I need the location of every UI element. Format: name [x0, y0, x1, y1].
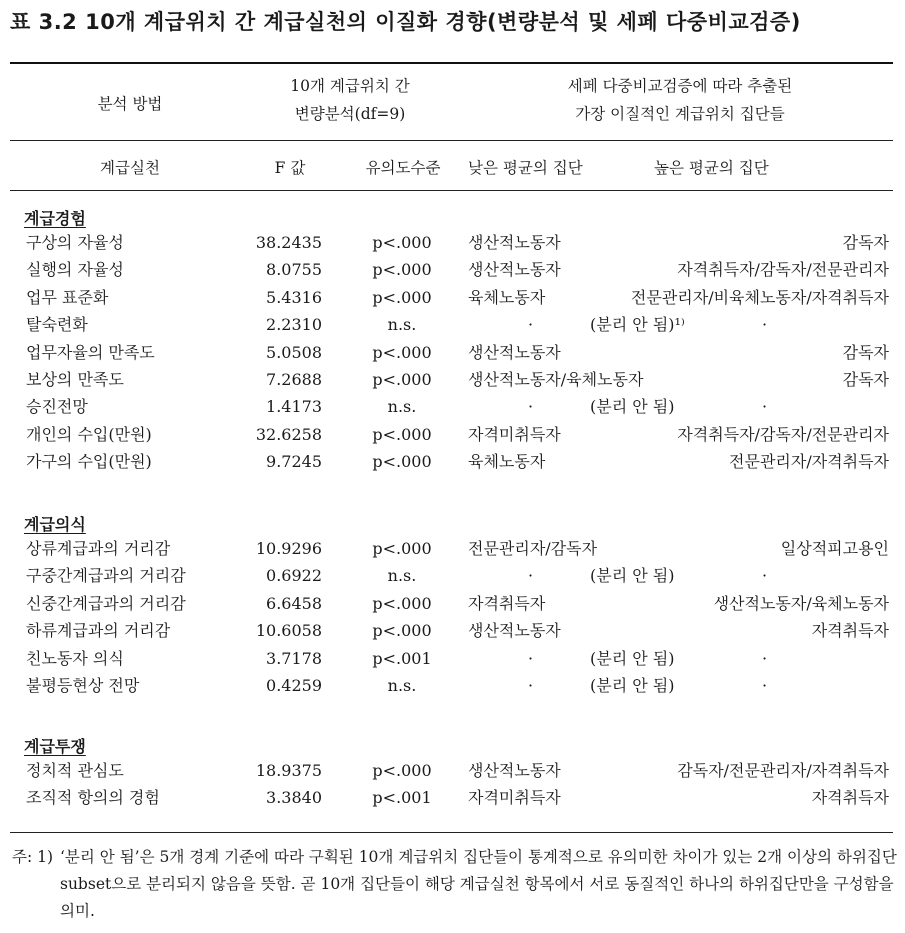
header-f-value: F 값: [274, 159, 306, 177]
high-mean-group: 전문관리자/비육체노동자/자격취득자: [630, 287, 889, 307]
placeholder-dot: ·: [528, 397, 534, 417]
header-anova-line2: 변량분석(df=9): [294, 105, 406, 123]
table-row: [0, 673, 905, 700]
placeholder-dot: ·: [762, 315, 768, 335]
footnote: [12, 844, 900, 925]
f-value: 9.7245: [266, 452, 322, 472]
practice-name: 신중간계급과의 거리감: [26, 593, 186, 613]
low-mean-group: 생산적노동자: [468, 260, 561, 280]
practice-name: 친노동자 의식: [26, 648, 124, 668]
practice-name: 업무자율의 만족도: [26, 342, 155, 362]
section-title: 계급경험: [24, 209, 86, 228]
header-scheffe-line1: 세페 다중비교검증에 따라 추출된: [567, 77, 793, 95]
table-row: [0, 646, 905, 673]
table-row: [0, 422, 905, 449]
placeholder-dot: ·: [528, 566, 534, 586]
high-mean-group: 감독자: [842, 233, 889, 252]
low-mean-group: 생산적노동자: [468, 761, 561, 780]
significance: p<.000: [372, 342, 432, 362]
significance: p<.000: [372, 621, 432, 641]
table-row: [0, 230, 905, 257]
f-value: 5.0508: [266, 342, 322, 362]
significance: p<.000: [372, 761, 432, 780]
placeholder-dot: ·: [762, 648, 768, 668]
not-separated-note: (분리 안 됨)¹⁾: [590, 315, 685, 335]
high-mean-group: 전문관리자/자격취득자: [729, 452, 889, 472]
high-mean-group: 감독자/전문관리자/자격취득자: [677, 761, 889, 780]
low-mean-group: 육체노동자: [468, 452, 546, 472]
high-mean-group: 감독자: [842, 370, 889, 389]
practice-name: 구상의 자율성: [26, 233, 124, 252]
table-row: [0, 449, 905, 476]
column-header-rule: [10, 190, 893, 191]
practice-name: 업무 표준화: [26, 287, 109, 307]
f-value: 8.0755: [266, 260, 322, 280]
significance: n.s.: [387, 566, 417, 586]
not-separated-note: (분리 안 됨): [590, 676, 675, 695]
practice-name: 개인의 수입(만원): [26, 424, 152, 444]
high-mean-group: 자격취득자/감독자/전문관리자: [677, 424, 889, 444]
high-mean-group: 일상적피고용인: [780, 539, 889, 558]
low-mean-group: 생산적노동자: [468, 342, 561, 362]
table-row: [0, 394, 905, 421]
low-mean-group: 생산적노동자: [468, 233, 561, 252]
significance: n.s.: [387, 315, 417, 335]
header-anova-line1: 10개 계급위치 간: [290, 77, 410, 95]
placeholder-dot: ·: [762, 397, 768, 417]
header-high-group: 높은 평균의 집단: [654, 159, 769, 177]
f-value: 32.6258: [255, 424, 322, 444]
significance: p<.000: [372, 593, 432, 613]
low-mean-group: 전문관리자/감독자: [468, 539, 598, 558]
significance: p<.001: [372, 648, 432, 668]
table-row: [0, 536, 905, 563]
table-row: [0, 257, 905, 284]
significance: p<.001: [372, 788, 432, 808]
significance: n.s.: [387, 676, 417, 695]
not-separated-note: (분리 안 됨): [590, 397, 675, 417]
f-value: 5.4316: [266, 287, 322, 307]
header-low-group: 낮은 평균의 집단: [468, 159, 583, 177]
section-title: 계급의식: [24, 515, 86, 534]
low-mean-group: 생산적노동자/육체노동자: [468, 370, 644, 389]
low-mean-group: 생산적노동자: [468, 621, 561, 641]
table-row: [0, 563, 905, 590]
table-title: 표 3.2 10개 계급위치 간 계급실천의 이질화 경향(변량분석 및 세페 다중비교검증): [10, 10, 801, 34]
table-row: [0, 758, 905, 785]
f-value: 2.2310: [266, 315, 322, 335]
f-value: 18.9375: [255, 761, 322, 780]
placeholder-dot: ·: [528, 676, 534, 695]
f-value: 6.6458: [266, 593, 322, 613]
practice-name: 탈숙련화: [26, 315, 88, 335]
practice-name: 상류계급과의 거리감: [26, 539, 171, 558]
table-row: [0, 340, 905, 367]
f-value: 7.2688: [266, 370, 322, 389]
header-scheffe-line2: 가장 이질적인 계급위치 집단들: [575, 105, 785, 123]
placeholder-dot: ·: [528, 315, 534, 335]
practice-name: 승진전망: [26, 397, 88, 417]
header-method: 분석 방법: [97, 95, 163, 113]
high-mean-group: 자격취득자: [811, 621, 889, 641]
footnote-text: ‘분리 안 됨’은 5개 경계 기준에 따라 구획된 10개 계급위치 집단들이 통계적으로 유의미한 차이가 있는 2개 이상의 하위집단 subset으로 분리되지 않음을 뜻함. 곧 10개 집단들이 해당 계급실천 항목에서 서로 동질적인 하나의 하위집단만을 구성함을 의미.: [60, 848, 897, 920]
low-mean-group: 자격취득자: [468, 593, 546, 613]
significance: n.s.: [387, 397, 417, 417]
header-significance: 유의도수준: [365, 159, 441, 177]
f-value: 0.4259: [266, 676, 322, 695]
practice-name: 보상의 만족도: [26, 370, 124, 389]
bottom-rule: [10, 832, 893, 833]
low-mean-group: 자격미취득자: [468, 424, 561, 444]
high-mean-group: 생산적노동자/육체노동자: [713, 593, 889, 613]
table-row: [0, 312, 905, 339]
table-row: [0, 618, 905, 645]
table-row: [0, 785, 905, 812]
significance: p<.000: [372, 452, 432, 472]
significance: p<.000: [372, 539, 432, 558]
placeholder-dot: ·: [762, 566, 768, 586]
practice-name: 불평등현상 전망: [26, 676, 140, 695]
f-value: 0.6922: [266, 566, 322, 586]
significance: p<.000: [372, 287, 432, 307]
practice-name: 실행의 자율성: [26, 260, 124, 280]
not-separated-note: (분리 안 됨): [590, 566, 675, 586]
not-separated-note: (분리 안 됨): [590, 648, 675, 668]
f-value: 10.6058: [255, 621, 322, 641]
high-mean-group: 자격취득자/감독자/전문관리자: [677, 260, 889, 280]
table-row: [0, 285, 905, 312]
high-mean-group: 감독자: [842, 342, 889, 362]
placeholder-dot: ·: [762, 676, 768, 695]
f-value: 38.2435: [255, 233, 322, 252]
f-value: 10.9296: [255, 539, 322, 558]
practice-name: 가구의 수입(만원): [26, 452, 152, 472]
low-mean-group: 자격미취득자: [468, 788, 561, 808]
header-divider: [10, 140, 893, 141]
table-row: [0, 367, 905, 394]
practice-name: 정치적 관심도: [26, 761, 124, 780]
practice-name: 하류계급과의 거리감: [26, 621, 171, 641]
placeholder-dot: ·: [528, 648, 534, 668]
high-mean-group: 자격취득자: [811, 788, 889, 808]
f-value: 3.7178: [266, 648, 322, 668]
footnote-marker: 주: 1): [12, 848, 54, 866]
f-value: 3.3840: [266, 788, 322, 808]
table-row: [0, 591, 905, 618]
f-value: 1.4173: [266, 397, 322, 417]
significance: p<.000: [372, 424, 432, 444]
practice-name: 조직적 항의의 경험: [26, 788, 160, 808]
practice-name: 구중간계급과의 거리감: [26, 566, 186, 586]
top-rule: [10, 62, 893, 64]
significance: p<.000: [372, 233, 432, 252]
low-mean-group: 육체노동자: [468, 287, 546, 307]
section-title: 계급투쟁: [24, 737, 86, 756]
significance: p<.000: [372, 370, 432, 389]
header-practice: 계급실천: [100, 159, 160, 177]
significance: p<.000: [372, 260, 432, 280]
